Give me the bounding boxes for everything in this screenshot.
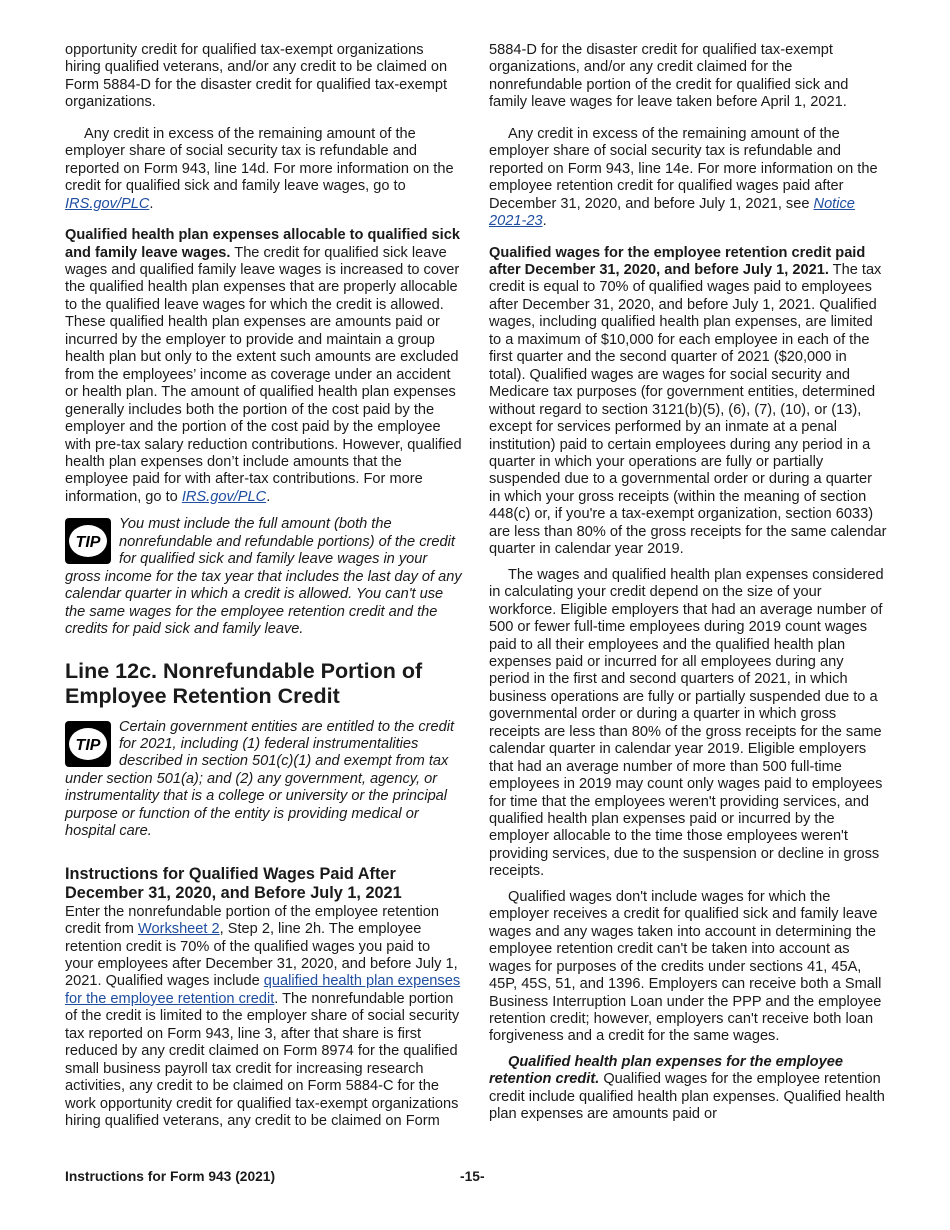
tip-badge-label: TIP: [75, 534, 101, 552]
health-plan-paragraph: [65, 227, 462, 506]
instructions-text-3: . The nonrefundable portion of the credit is limited to the employer share of social security tax reported on Form 943, line 3, after that share is first reduced by any credit claimed on Form 8974 for the qualified small business payroll tax credit for increasing research activities, any credit to be claimed on Form 5884-C for the work opportunity credit for qualified tax-exempt organizations hiring qualified veterans, any credit to be claimed on Form: [65, 990, 460, 1130]
qualified-wages-text: The tax credit is equal to 70% of qualified wages paid to employees after December 31, 2020, and before July 1, 2021. Qualified wages, including qualified health plan expenses, are limited to a maximum of $10,000 for each employee in each of the first quarter and the second quarter of 2021 ($20,000 in total). Qualified wages are wages for social security and Medicare tax purposes (for government entities, determined without regard to section 3121(b)(5), (6), (7), (10), or (13), except for services performed by an inmate at a penal institution) paid to certain employees during any period in a quarter in which your operations are fully or partially suspended due to a governmental order or during a quarter in which your gross receipts (within the meaning of section 448(c) or, if you're a tax-exempt organization, section 6033) are less than 80% of the gross receipts for the same calendar quarter in calendar year 2019.: [489, 261, 887, 558]
worksheet-2-link[interactable]: Worksheet 2: [137, 921, 220, 938]
left-column: [65, 42, 462, 1131]
health-plan-erc-text: Qualified wages for the employee retention credit include qualified health plan expenses. Qualified health plan expenses are amounts paid or: [489, 1071, 885, 1123]
qualified-health-plan-link[interactable]: qualified health plan expenses for the employee retention credit: [65, 973, 461, 1007]
qualified-wages-heading: Qualified wages for the employee retention credit paid after December 31, 2020, and before July 1, 2021.: [489, 244, 866, 278]
subheading-qualified-wages: Instructions for Qualified Wages Paid After December 31, 2020, and Before July 1, 2021: [65, 864, 402, 903]
left-intro-paragraph: opportunity credit for qualified tax-exempt organizations hiring qualified veterans, and/or any credit to be claimed on Form 5884-D for the disaster credit for qualified tax-exempt organizations.: [65, 42, 448, 111]
workforce-size-paragraph: The wages and qualified health plan expenses considered in calculating your credit depend on the size of your workforce. Eligible employers that had an average number of 500 or fewer full-time employees during 2019 count wages paid to all their employees and the qualified health plan expenses paid or incurred for all employees during any period in the first and second quarters of 2021, in which business operations are fully or partially suspended due to a governmental order or during a quarter in which gross receipts are less than 80% of the gross receipts for the same calendar quarter in calendar year 2019. Eligible employers that had an average number of more than 500 full-time employees in 2019 may count only wages paid to employees for time that the employees weren't providing services, and qualified health plan expenses paid or incurred by the employer allocable to the time those employees weren't providing services, due to the suspension or decline in gross receipts.: [489, 566, 884, 880]
right-excess-text: Any credit in excess of the remaining amount of the employer share of social security tax is refundable and reported on Form 943, line 14e. For more information on the employee retention credit for qualified wages paid after December 31, 2020, and before July 1, 2021, see: [489, 125, 878, 212]
right-intro-paragraph: 5884-D for the disaster credit for qualified tax-exempt organizations, and/or any credit claimed for the nonrefundable portion of the credit for qualified sick and family leave wages for leave taken before April 1, 2021.: [489, 42, 849, 111]
tip-badge-graphic: [67, 726, 109, 762]
tip-1-text: You must include the full amount (both the nonrefundable and refundable portions) of the credit for qualified sick and family leave wages in your gross income for the tax year that includes the last day of any calendar quarter in which a credit is allowed. You can't use the same wages for the employee retention credit and the credits for paid sick and family leave.: [65, 516, 462, 638]
qualified-wages-paragraph: [489, 245, 887, 559]
tip-icon: [65, 721, 111, 767]
section-heading-line-12c: Line 12c. Nonrefundable Portion of Employee Retention Credit: [65, 658, 423, 708]
tip-2-text: Certain government entities are entitled to the credit for 2021, including (1) federal instrumentalities described in section 501(c)(1) and exempt from tax under section 501(a); and (2) any government, agency, or instrumentality that is a college or university or the principal purpose or function of the entity is providing medical or hospital care.: [65, 718, 455, 840]
tip-note-2: [65, 719, 462, 841]
page-footer: [65, 1169, 887, 1189]
page-number: -15-: [460, 1169, 485, 1184]
left-excess-end: .: [149, 195, 154, 212]
notice-2021-23-link[interactable]: Notice 2021-23: [489, 195, 855, 230]
tip-icon: [65, 518, 111, 564]
left-excess-paragraph: [65, 126, 462, 213]
irs-plc-link-1[interactable]: IRS.gov/PLC: [65, 195, 150, 212]
footer-form-title: Instructions for Form 943 (2021): [65, 1169, 276, 1184]
instructions-paragraph: [65, 904, 462, 1131]
instructions-text-2: , Step 2, line 2h. The employee retention credit is 70% of the qualified wages you paid to your employees after December 31, 2020, and before July 1, 2021. Qualified wages include: [65, 921, 458, 990]
tip-badge-graphic: [67, 523, 109, 559]
health-plan-end: .: [266, 488, 271, 505]
right-column: [489, 42, 887, 1124]
tip-note-1: [65, 516, 462, 638]
excluded-wages-paragraph: Qualified wages don't include wages for which the employer receives a credit for qualified sick and family leave wages and any wages taken into account in determining the employee retention credit can't be taken into account as wages for purposes of the credits under sections 41, 45A, 45P, 45S, 51, and 1396. Employers can receive both a Small Business Interruption Loan under the PPP and the employee retention credit; however, employers can't receive both loan forgiveness and a credit for the same wages.: [489, 888, 882, 1045]
tip-badge-label: TIP: [75, 736, 101, 754]
irs-plc-link-2[interactable]: IRS.gov/PLC: [181, 488, 267, 505]
instructions-text-1: Enter the nonrefundable portion of the employee retention credit from: [65, 903, 440, 938]
health-plan-erc-heading: Qualified health plan expenses for the employee retention credit.: [489, 1053, 843, 1088]
health-plan-text: The credit for qualified sick leave wages and qualified family leave wages is increased to cover the qualified health plan expenses that are properly allocable to the qualified leave wages for which the credit is allowed. These qualified health plan expenses are amounts paid or incurred by the employer to provide and maintain a group health plan but only to the extent such amounts are excluded from the employees’ income as coverage under an accident or health plan. The amount of qualified health plan expenses generally includes both the portion of the cost paid by the employer and the portion of the cost paid by the employee with pre-tax salary reduction contributions. However, qualified health plan expenses don’t include amounts that the employee paid for with after-tax contributions. For more information, go to: [65, 244, 462, 505]
health-plan-heading: Qualified health plan expenses allocable to qualified sick and family leave wages.: [65, 227, 460, 261]
right-excess-paragraph: [489, 126, 887, 231]
health-plan-erc-paragraph: [489, 1054, 887, 1124]
right-excess-end: .: [542, 213, 547, 230]
left-excess-text: Any credit in excess of the remaining amount of the employer share of social security tax is refundable and reported on Form 943, line 14d. For more information on the credit for qualified sick and family leave wages, go to: [65, 125, 454, 195]
